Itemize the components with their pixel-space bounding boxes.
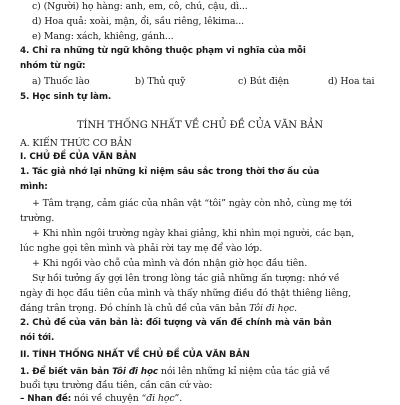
- question-4-line-2: nhóm từ ngữ:: [20, 61, 86, 71]
- work-title-italic: Tôi đi học: [249, 303, 295, 314]
- paragraph-text: đáng trân trọng. Đó chính là chủ đề của văn bản: [20, 303, 250, 314]
- dash-item-title: [20, 393, 400, 405]
- bullet-3: + Khi ngồi vào chỗ của mình và đón nhận giờ học đầu tiên.: [32, 258, 308, 269]
- section-ii-heading: II. TÍNH THỐNG NHẤT VỀ CHỦ ĐỀ CỦA VĂN BẢN: [20, 350, 250, 360]
- point-ii-1-text: 1. Để biết văn bản: [20, 367, 113, 377]
- point-ii-1-line-2: buổi tựu trường đầu tiên, cần căn cứ vào:: [20, 380, 213, 391]
- answer-c: c) (Người) họ hàng: anh, em, cô, chú, cậu, dì...: [32, 1, 248, 12]
- answer-d: d) Hoa quả: xoài, mận, ổi, sầu riêng, lêkima...: [32, 16, 244, 27]
- point-1-line-2: mình:: [20, 182, 48, 192]
- point-1-line-1: 1. Tác giả nhớ lại những kỉ niệm sâu sắc trong thời thơ ấu của: [20, 167, 320, 177]
- question-5: 5. Học sinh tự làm.: [20, 92, 112, 102]
- work-title-italic-2: Tôi đi học: [112, 367, 159, 377]
- point-ii-1-line-1: [20, 366, 400, 378]
- point-2-line-2: nói tới.: [20, 333, 55, 343]
- paragraph-end: .: [294, 303, 298, 314]
- bullet-2-line-2: lúc nghe gọi tên mình và phải rời tay mẹ để vào lớp.: [20, 243, 263, 254]
- bullet-2-line-1: + Khi nhìn ngôi trường ngày khai giảng, khi nhìn mọi người, các bạn,: [32, 228, 355, 239]
- point-ii-1-rest: nói lên những kỉ niệm của tác giả về: [158, 366, 330, 377]
- dash-text: nói về chuyện “: [71, 393, 147, 404]
- point-2-line-1: 2. Chủ đề của văn bản là: đối tượng và vấn đề chính mà văn bản: [20, 318, 332, 328]
- bullet-1-line-2: trường.: [20, 213, 55, 224]
- option-c: c) Bút điện: [238, 76, 290, 87]
- section-a-heading: A. KIẾN THỨC CƠ BẢN: [20, 138, 132, 149]
- dash-end: ”.: [174, 393, 183, 404]
- section-i-heading: I. CHỦ ĐỀ CỦA VĂN BẢN: [20, 152, 137, 162]
- bullet-1-line-1: + Tâm trạng, cảm giác của nhân vật “tôi” ngày còn nhỏ, cùng mẹ tới: [32, 198, 352, 209]
- option-b: b) Thủ quỹ: [135, 76, 186, 87]
- option-d: d) Hoa tai: [328, 76, 375, 87]
- paragraph-line-3: [20, 303, 400, 314]
- answer-e: e) Mang: xách, khiêng, gánh...: [32, 31, 174, 42]
- dash-italic: đi học: [146, 393, 175, 404]
- paragraph-line-2: ngày đi học đầu tiên của mình và thấy những điều đó thật thiêng liêng,: [20, 288, 352, 299]
- paragraph-line-1: Sự hồi tưởng ấy gợi lên trong lòng tác giả những ấn tượng: nhớ về: [32, 273, 340, 284]
- question-4-line-1: 4. Chỉ ra những từ ngữ không thuộc phạm vi nghĩa của mỗi: [20, 46, 306, 56]
- dash-label: – Nhan đề:: [20, 394, 72, 404]
- lesson-title: TÍNH THỐNG NHẤT VỀ CHỦ ĐỀ CỦA VĂN BẢN: [76, 120, 324, 131]
- option-a: a) Thuốc lào: [32, 76, 90, 87]
